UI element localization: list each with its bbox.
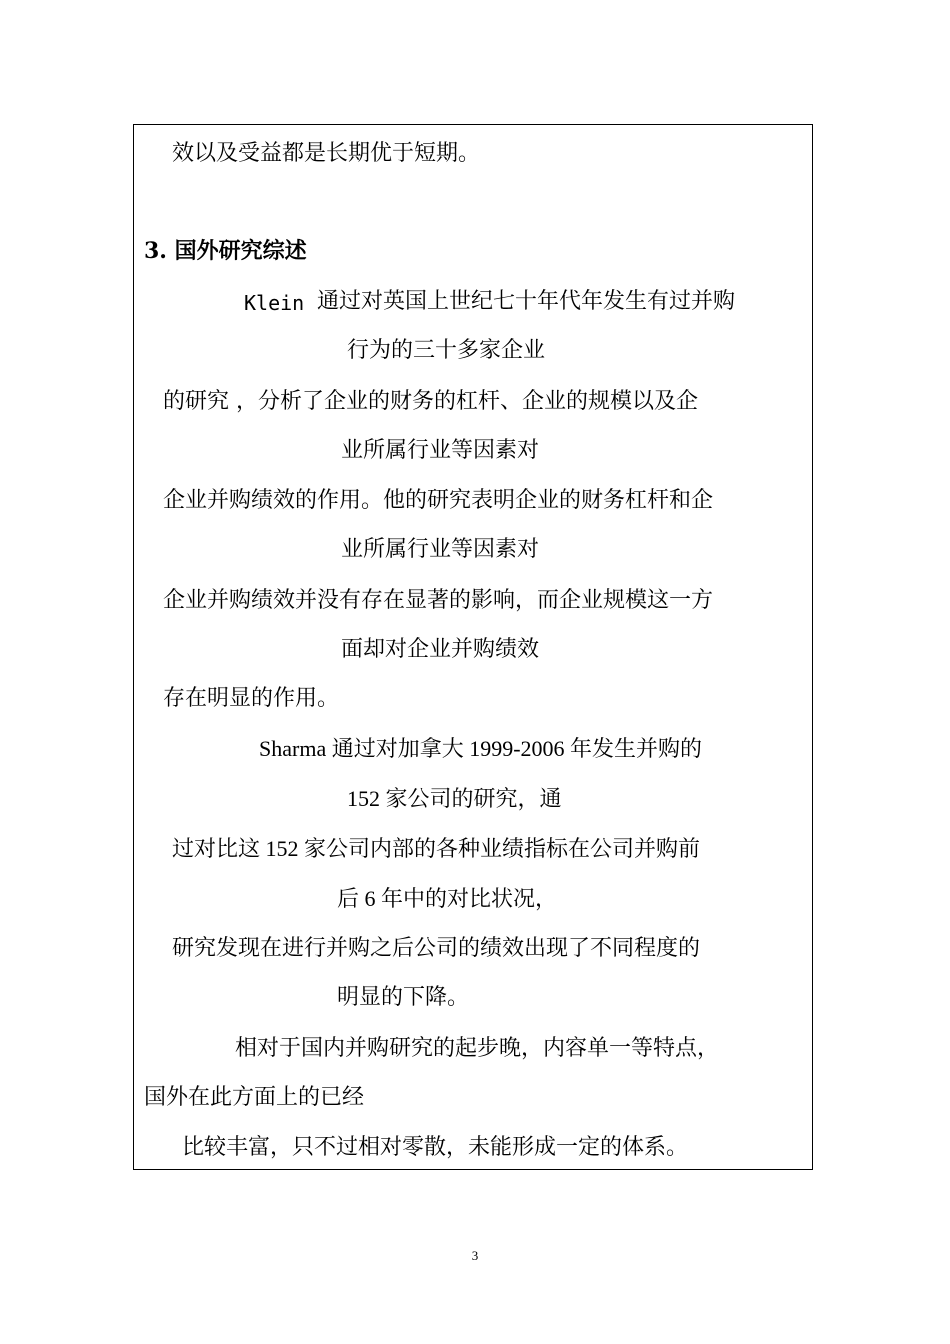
section-heading: 3. 国外研究综述 [144,238,307,264]
paragraph-line: 通过对英国上世纪七十年代年发生有过并购 [317,289,736,314]
paragraph-line: 面却对企业并购绩效 [341,637,540,662]
paragraph-line: 企业并购绩效的作用。他的研究表明企业的财务杠杆和企 [163,488,714,513]
paragraph-line: 研究发现在进行并购之后公司的绩效出现了不同程度的 [172,936,701,961]
paragraph-line: 企业并购绩效并没有存在显著的影响，而企业规模这一方 [163,588,714,613]
paragraph-line: 业所属行业等因素对 [341,438,540,463]
paragraph-line: 行为的三十多家企业 [347,338,546,363]
paragraph-line: 152 家公司的研究，通 [347,786,562,811]
paragraph-line: 业所属行业等因素对 [341,537,540,562]
paragraph-line: 国外在此方面上的已经 [144,1085,365,1110]
page-number: 3 [471,1248,479,1263]
paragraph-line: 效以及受益都是长期优于短期。 [172,141,481,166]
author-name-klein: Klein [244,291,305,315]
paragraph-line: 比较丰富，只不过相对零散，未能形成一定的体系。 [182,1135,689,1160]
paragraph-line: 相对于国内并购研究的起步晚，内容单一等特点， [235,1036,720,1061]
paragraph-line: 后 6 年中的对比状况， [337,886,558,911]
paragraph-line: 明显的下降。 [337,985,470,1010]
paragraph-line: 过对比这 152 家公司内部的各种业绩指标在公司并购前 [172,836,701,861]
paragraph-line: 存在明显的作用。 [163,686,340,711]
paragraph-line: Sharma 通过对加拿大 1999-2006 年发生并购的 [259,736,703,761]
paragraph-line: 的研究 ，分析了企业的财务的杠杆、企业的规模以及企 [163,389,698,414]
